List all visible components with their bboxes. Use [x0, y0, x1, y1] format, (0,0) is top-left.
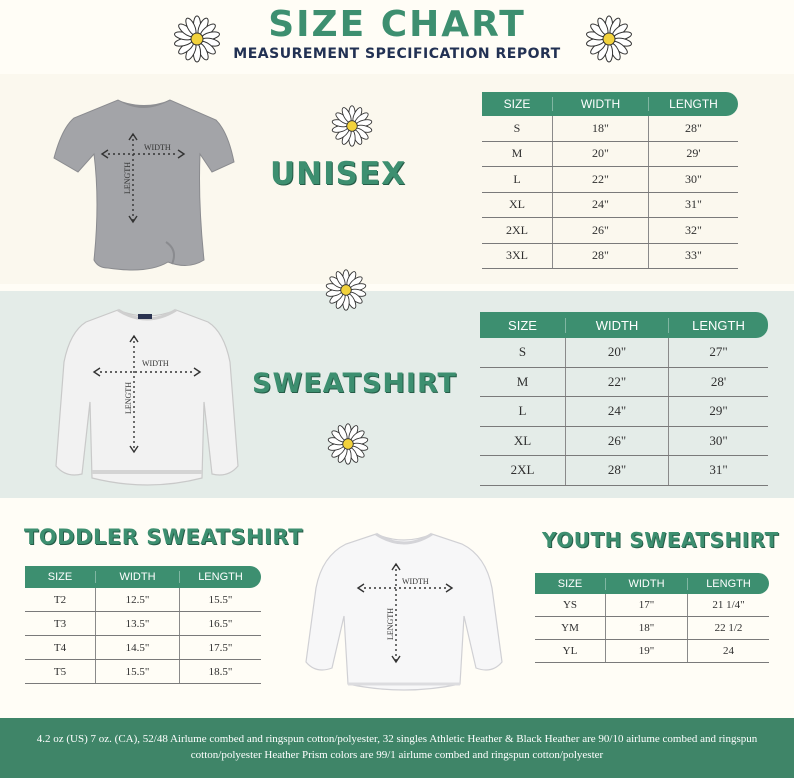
table-header — [482, 92, 738, 116]
length-label: LENGTH — [386, 608, 395, 640]
table-row — [480, 427, 768, 457]
column-header: SIZE — [557, 577, 583, 590]
toddler-sweatshirt-icon — [300, 528, 508, 698]
column-header: SIZE — [503, 97, 531, 111]
table-cell: 22" — [552, 167, 648, 192]
table-cell: 13.5" — [95, 612, 179, 635]
table-cell: 17.5" — [179, 636, 261, 659]
table-row — [25, 588, 261, 612]
length-label: LENGTH — [123, 162, 132, 194]
table-cell: T4 — [53, 641, 67, 654]
daisy-icon — [324, 268, 368, 312]
unisex-size-table — [482, 92, 738, 269]
column-header: LENGTH — [648, 97, 738, 111]
table-cell: 21 1/4" — [687, 594, 769, 616]
table-row — [482, 116, 738, 142]
table-cell: 28" — [648, 116, 738, 141]
table-cell: 14.5" — [95, 636, 179, 659]
table-row — [535, 594, 769, 617]
table-cell: 15.5" — [95, 660, 179, 683]
table-cell: 33" — [648, 244, 738, 269]
youth-size-table — [535, 573, 769, 663]
sweatshirt-icon — [52, 302, 242, 492]
table-row — [480, 397, 768, 427]
table-cell: 27" — [668, 338, 768, 367]
table-cell: 28" — [565, 456, 668, 485]
table-cell: T5 — [53, 665, 67, 678]
table-header — [480, 312, 768, 338]
table-cell: YL — [562, 645, 578, 657]
table-cell: YS — [562, 599, 578, 611]
daisy-icon — [172, 14, 222, 64]
column-header: SIZE — [508, 317, 537, 333]
table-row — [482, 167, 738, 193]
table-row — [25, 636, 261, 660]
table-row — [480, 338, 768, 368]
sweatshirt-size-table — [480, 312, 768, 486]
column-header: WIDTH — [552, 97, 648, 111]
table-cell: 26" — [565, 427, 668, 456]
table-cell: M — [516, 373, 529, 389]
table-cell: 32" — [648, 218, 738, 243]
daisy-icon — [330, 104, 374, 148]
table-cell: 29' — [648, 142, 738, 167]
table-cell: 24" — [565, 397, 668, 426]
table-cell: 24 — [687, 640, 769, 662]
table-cell: 28" — [552, 244, 648, 269]
table-cell: 15.5" — [179, 588, 261, 611]
table-cell: 17" — [605, 594, 687, 616]
table-cell: L — [513, 171, 521, 186]
table-cell: 30" — [648, 167, 738, 192]
table-header — [535, 573, 769, 594]
table-row — [25, 612, 261, 636]
table-cell: YM — [561, 622, 579, 634]
table-row — [482, 142, 738, 168]
table-cell: XL — [513, 432, 532, 448]
table-row — [482, 193, 738, 219]
width-label: WIDTH — [144, 143, 171, 152]
table-cell: 19" — [605, 640, 687, 662]
daisy-icon — [584, 14, 634, 64]
table-cell: 22 1/2 — [687, 617, 769, 639]
table-row — [535, 617, 769, 640]
daisy-icon — [326, 422, 370, 466]
column-header: LENGTH — [668, 318, 768, 333]
table-cell: S — [518, 344, 527, 360]
table-cell: L — [518, 403, 527, 419]
table-cell: 20" — [552, 142, 648, 167]
header — [0, 0, 794, 74]
table-cell: 16.5" — [179, 612, 261, 635]
table-cell: 3XL — [506, 248, 528, 263]
table-cell: S — [513, 120, 521, 135]
table-cell: 18" — [605, 617, 687, 639]
column-header: LENGTH — [687, 578, 769, 590]
page-title: SIZE CHART — [268, 4, 526, 45]
table-row — [482, 244, 738, 270]
table-cell: T2 — [53, 593, 67, 606]
fabric-footnote: 4.2 oz (US) 7 oz. (CA), 52/48 Airlume combed and ringspun cotton/polyester, 32 singles Athletic Heather & Black Heather are 90/10 airlume combed and ringspun cotton/polyester Heather Prism colors are 99/1 airlume combed and ringspun cotton/polyester — [0, 718, 794, 778]
column-header: WIDTH — [605, 578, 687, 590]
table-cell: M — [511, 146, 523, 161]
toddler-size-table — [25, 566, 261, 684]
table-cell: T3 — [53, 617, 67, 630]
column-header: LENGTH — [179, 571, 261, 583]
table-row — [25, 660, 261, 684]
length-label: LENGTH — [124, 382, 133, 414]
tshirt-icon — [48, 92, 238, 277]
table-cell: 18" — [552, 116, 648, 141]
table-cell: 18.5" — [179, 660, 261, 683]
unisex-label: UNISEX — [270, 156, 407, 192]
table-cell: 28' — [668, 368, 768, 397]
column-header: WIDTH — [95, 571, 179, 583]
table-cell: 20" — [565, 338, 668, 367]
table-row — [480, 368, 768, 398]
table-row — [535, 640, 769, 663]
page-subtitle: MEASUREMENT SPECIFICATION REPORT — [233, 46, 561, 62]
column-header: WIDTH — [565, 318, 668, 333]
table-cell: 2XL — [510, 462, 535, 478]
width-label: WIDTH — [142, 359, 169, 368]
table-cell: 30" — [668, 427, 768, 456]
table-cell: 12.5" — [95, 588, 179, 611]
youth-label: YOUTH SWEATSHIRT — [542, 528, 779, 552]
table-cell: XL — [509, 197, 525, 212]
toddler-label: TODDLER SWEATSHIRT — [24, 525, 303, 549]
table-row — [482, 218, 738, 244]
table-cell: 22" — [565, 368, 668, 397]
sweatshirt-label: SWEATSHIRT — [252, 368, 457, 399]
table-cell: 31" — [668, 456, 768, 485]
table-cell: 2XL — [506, 222, 528, 237]
width-label: WIDTH — [402, 577, 429, 586]
table-row — [480, 456, 768, 486]
column-header: SIZE — [47, 571, 73, 583]
table-cell: 26" — [552, 218, 648, 243]
table-cell: 29" — [668, 397, 768, 426]
table-cell: 24" — [552, 193, 648, 218]
table-cell: 31" — [648, 193, 738, 218]
table-header — [25, 566, 261, 588]
